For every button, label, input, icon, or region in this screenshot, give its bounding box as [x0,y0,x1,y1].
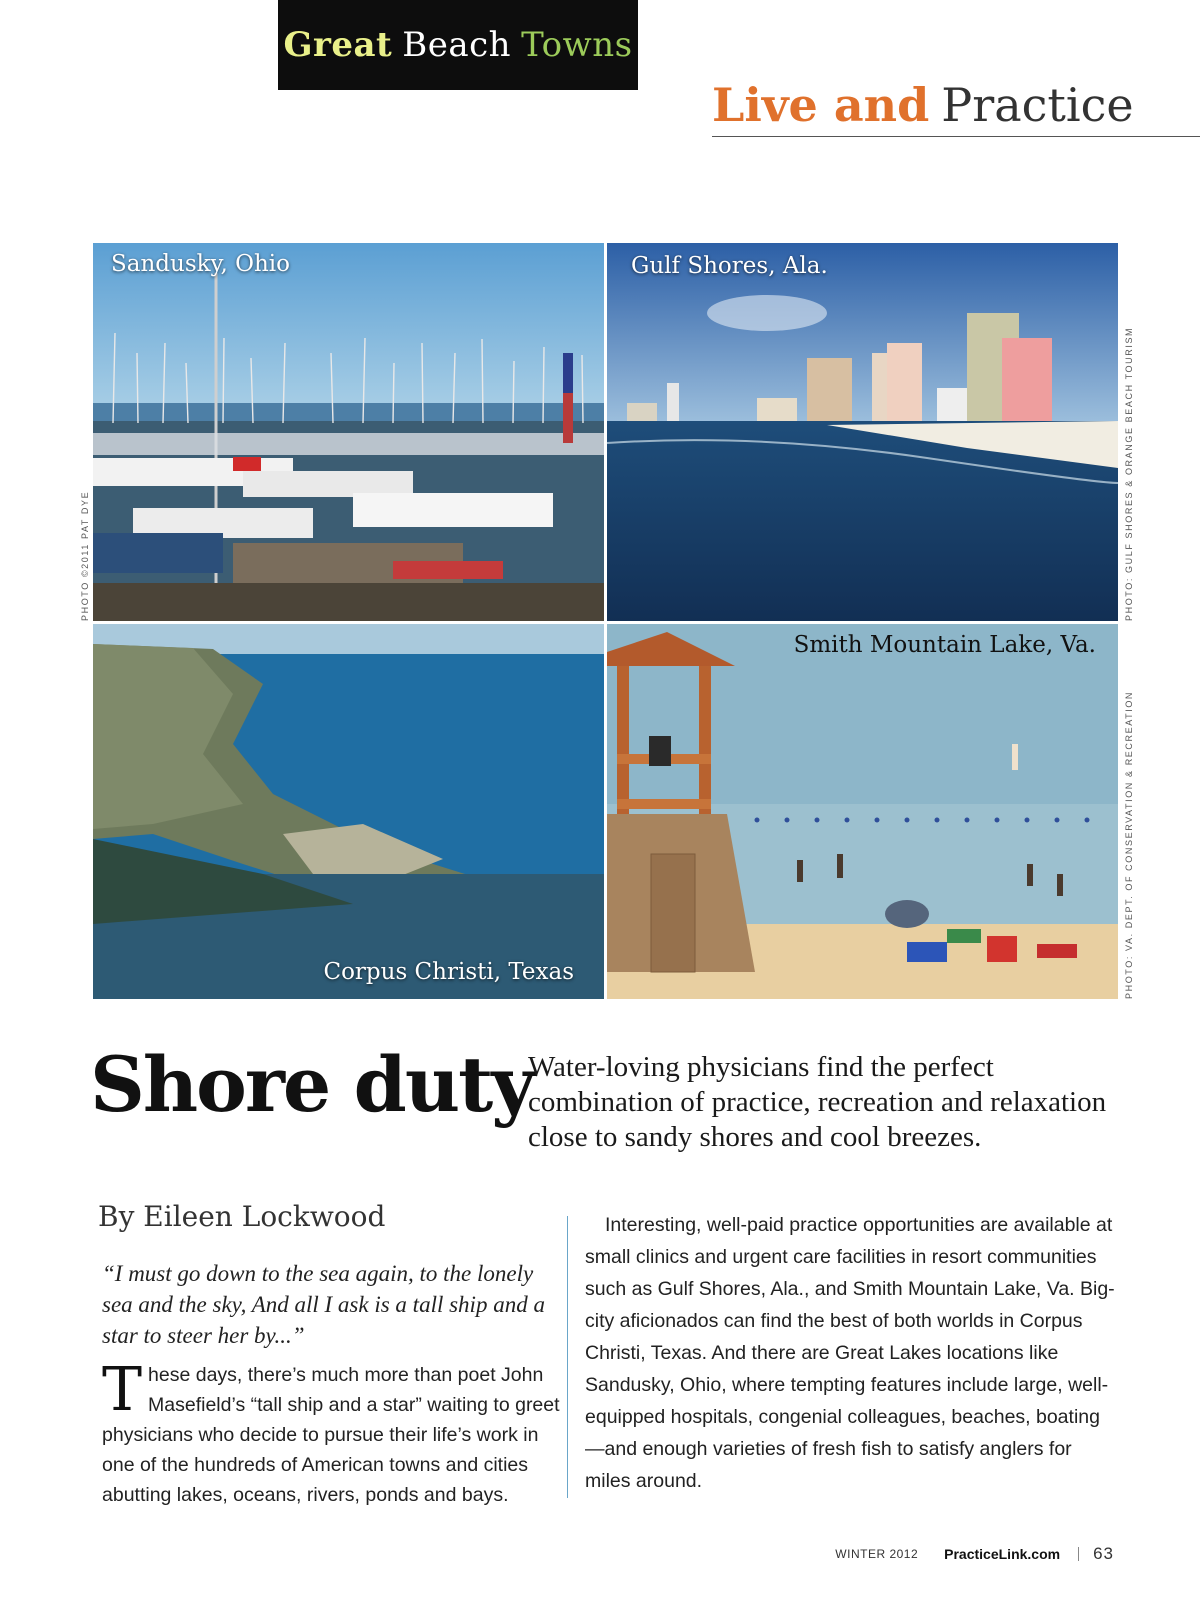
drop-cap: T [102,1355,143,1425]
byline: By Eileen Lockwood [98,1200,386,1233]
page-footer [835,1544,1114,1564]
article-deck: Water-loving physicians find the perfect combination of practice, recreation and relaxation close to sandy shores and cool breezes. [528,1051,1107,1153]
caption-corpus-christi: Corpus Christi, Texas [323,959,574,985]
body-text-left [102,1355,562,1510]
photo-gulf-shores [607,243,1118,621]
footer-separator [1078,1547,1079,1561]
section-title-light: Practice [941,78,1134,132]
body-paragraph-1: hese days, there’s much more than poet John Masefield’s “tall ship and a star” waiting to greet physicians who decide to pursue their life’s work in one of the hundreds of American towns and cities abutting lakes, oceans, rivers, ponds and bays. [102,1364,560,1506]
photo-corpus-christi [93,624,604,999]
epigraph-quote: “I must go down to the sea again, to the lonely sea and the sky, And all I ask is a tall ship and a star to steer her by...” [102,1261,545,1348]
page-number: 63 [1093,1544,1114,1563]
body-paragraph-2: Interesting, well-paid practice opportunities are available at small clinics and urgent care facilities in resort communities such as Gulf Shores, Ala., and Smith Mountain Lake, Va. Big-city aficionados can find the best of both worlds in Corpus Christi, Texas. And there are Great Lakes locations like Sandusky, Ohio, where tempting features include large, well-equipped hospitals, congenial colleagues, beaches, boating—and enough varieties of fresh fish to satisfy anglers for miles around. [585,1214,1115,1492]
photo-sandusky-marina [93,243,604,621]
caption-gulf-shores: Gulf Shores, Ala. [631,253,828,279]
column-divider [567,1216,568,1498]
footer-site: PracticeLink.com [944,1546,1061,1562]
tab-word-towns: Towns [521,25,633,65]
photo-smith-mountain-lake [607,624,1118,999]
tab-word-beach: Beach [402,25,512,65]
caption-sandusky: Sandusky, Ohio [111,251,290,277]
photo-credit-gulf-shores: PHOTO: GULF SHORES & ORANGE BEACH TOURISM [1124,326,1134,621]
section-rule [712,136,1200,137]
article-headline: Shore duty [90,1040,534,1129]
photo-credit-sandusky: PHOTO ©2011 PAT DYE [80,490,90,621]
section-title-bold: Live and [712,78,930,132]
footer-issue: WINTER 2012 [835,1547,919,1561]
caption-smith-mountain-lake: Smith Mountain Lake, Va. [793,632,1096,658]
section-title [712,78,1134,132]
photo-credit-smith-mountain: PHOTO: VA. DEPT. OF CONSERVATION & RECREATION [1124,690,1134,999]
section-tab [278,0,638,90]
tab-word-great: Great [283,25,393,65]
